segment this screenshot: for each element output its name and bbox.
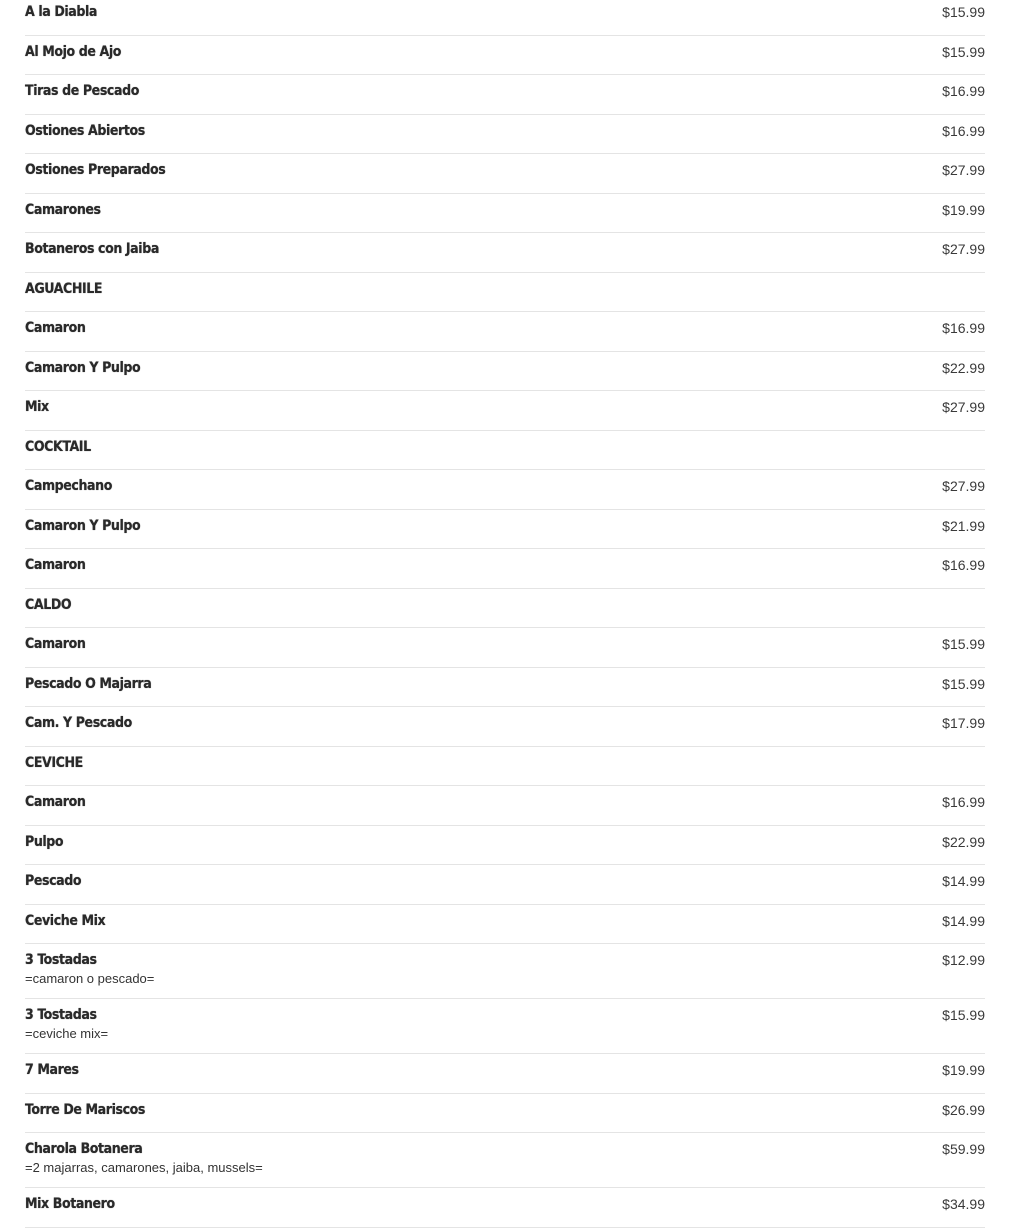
menu-item xyxy=(25,707,985,747)
item-name: 3 Tostadas xyxy=(25,1007,97,1023)
item-name: A la Diabla xyxy=(25,4,98,20)
item-name: Al Mojo de Ajo xyxy=(25,43,122,60)
item-description: =2 majarras, camarones, jaiba, mussels= xyxy=(25,1160,263,1175)
item-description: =camaron o pescado= xyxy=(25,971,155,986)
item-name: Mix xyxy=(25,399,49,415)
item-name: Ostiones Abiertos xyxy=(25,122,145,139)
item-price: $17.99 xyxy=(942,715,985,731)
item-price: $34.99 xyxy=(942,1196,985,1212)
item-price: $26.99 xyxy=(942,1101,985,1118)
menu-item xyxy=(25,1054,985,1094)
item-name: Campechano xyxy=(25,478,112,494)
item-price: $27.99 xyxy=(942,241,985,257)
menu-item xyxy=(25,470,985,510)
item-name: Mix Botanero xyxy=(25,1196,115,1212)
item-name: Camaron xyxy=(25,636,86,652)
menu-section-header xyxy=(25,431,985,471)
menu-section-header xyxy=(25,273,985,313)
item-name: Pescado xyxy=(25,873,82,889)
item-name: Camaron xyxy=(25,794,86,810)
item-name: Charola Botanera xyxy=(25,1141,143,1157)
item-name: Botaneros con Jaiba xyxy=(25,241,159,257)
menu-item xyxy=(25,115,985,155)
item-price: $12.99 xyxy=(942,952,985,968)
menu-item xyxy=(25,194,985,234)
item-name: Ostiones Preparados xyxy=(25,162,166,178)
item-name: 3 Tostadas xyxy=(25,952,97,968)
item-name: Camarones xyxy=(25,201,101,218)
item-price: $15.99 xyxy=(942,43,985,60)
menu-item xyxy=(25,510,985,550)
menu-item xyxy=(25,905,985,945)
item-price: $59.99 xyxy=(942,1141,985,1157)
item-description: =ceviche mix= xyxy=(25,1026,109,1041)
menu-item xyxy=(25,0,985,36)
menu-item xyxy=(25,549,985,589)
menu-item xyxy=(25,944,985,999)
menu-item xyxy=(25,826,985,866)
item-price: $22.99 xyxy=(942,833,985,850)
item-price: $19.99 xyxy=(942,201,985,218)
item-name: Torre De Mariscos xyxy=(25,1101,146,1118)
item-name: Cam. Y Pescado xyxy=(25,715,132,731)
item-price: $27.99 xyxy=(942,478,985,494)
menu-item xyxy=(25,36,985,76)
menu-item xyxy=(25,75,985,115)
section-title: COCKTAIL xyxy=(25,438,91,455)
menu-item xyxy=(25,999,985,1054)
item-name: Pescado O Majarra xyxy=(25,675,152,692)
menu-item xyxy=(25,668,985,708)
menu-section-header xyxy=(25,589,985,629)
menu-item xyxy=(25,352,985,392)
menu-item xyxy=(25,391,985,431)
item-price: $16.99 xyxy=(942,557,985,573)
item-price: $14.99 xyxy=(942,912,985,929)
menu-item xyxy=(25,233,985,273)
section-title: AGUACHILE xyxy=(25,280,103,297)
item-price: $15.99 xyxy=(942,4,985,20)
menu-item xyxy=(25,312,985,352)
menu-item xyxy=(25,154,985,194)
menu-list xyxy=(25,0,985,1228)
menu-item xyxy=(25,628,985,668)
item-price: $16.99 xyxy=(942,320,985,336)
item-name: Pulpo xyxy=(25,833,64,850)
item-price: $15.99 xyxy=(942,1007,985,1023)
item-price: $21.99 xyxy=(942,517,985,534)
item-price: $19.99 xyxy=(942,1062,985,1078)
menu-item xyxy=(25,1094,985,1134)
menu-item xyxy=(25,865,985,905)
item-name: Tiras de Pescado xyxy=(25,83,139,99)
menu-section-header xyxy=(25,747,985,787)
item-price: $16.99 xyxy=(942,122,985,139)
item-name: Camaron Y Pulpo xyxy=(25,359,141,376)
section-title: CALDO xyxy=(25,596,72,613)
item-price: $16.99 xyxy=(942,794,985,810)
item-name: Ceviche Mix xyxy=(25,912,106,929)
item-price: $27.99 xyxy=(942,399,985,415)
item-price: $14.99 xyxy=(942,873,985,889)
item-price: $22.99 xyxy=(942,359,985,376)
item-price: $27.99 xyxy=(942,162,985,178)
item-name: Camaron Y Pulpo xyxy=(25,517,141,534)
section-title: CEVICHE xyxy=(25,754,83,771)
item-price: $16.99 xyxy=(942,83,985,99)
item-name: Camaron xyxy=(25,320,86,336)
menu-item xyxy=(25,1133,985,1188)
item-price: $15.99 xyxy=(942,675,985,692)
item-name: Camaron xyxy=(25,557,86,573)
item-name: 7 Mares xyxy=(25,1062,79,1078)
item-price: $15.99 xyxy=(942,636,985,652)
menu-item xyxy=(25,786,985,826)
